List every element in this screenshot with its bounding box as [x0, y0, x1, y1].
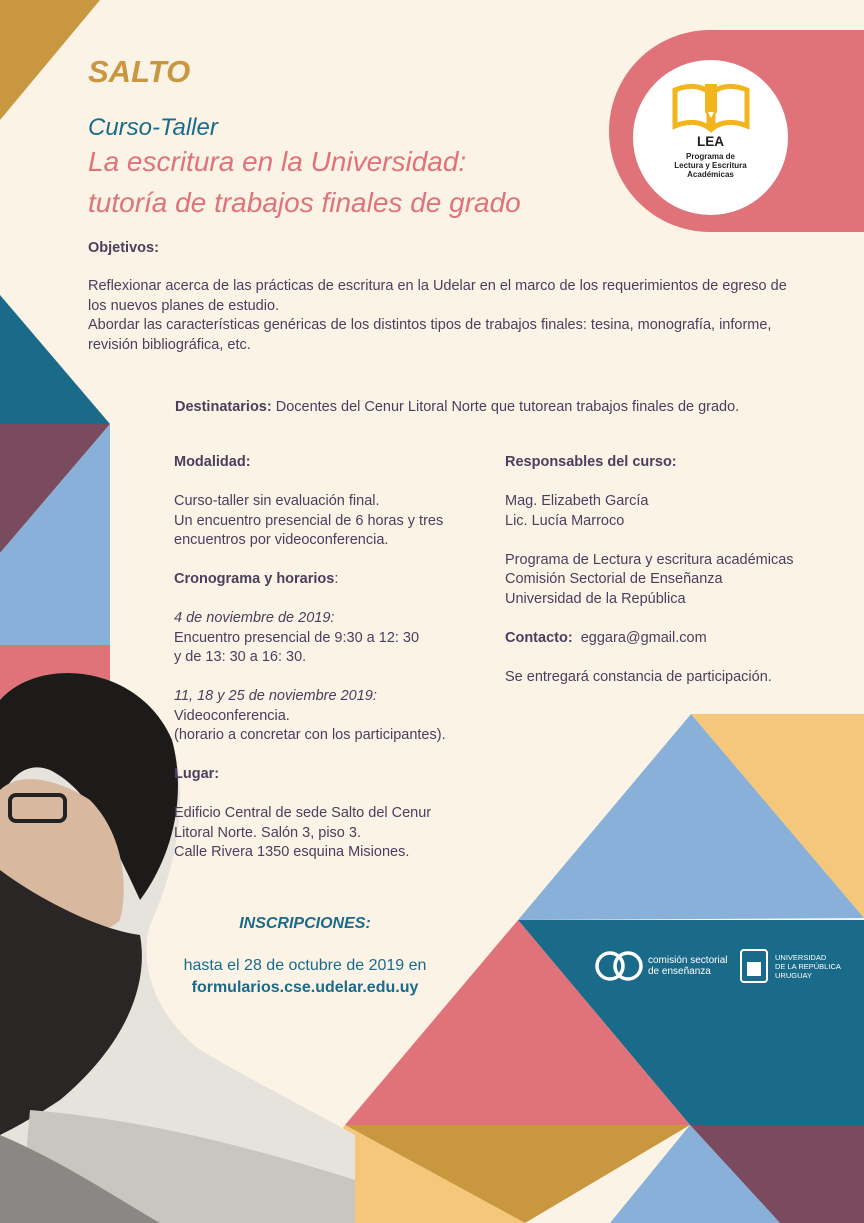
right-column: [505, 453, 845, 687]
cse-line1: comisión sectorial: [648, 955, 728, 966]
lugar-line3: Calle Rivera 1350 esquina Misiones.: [174, 844, 410, 860]
udelar-line1: UNIVERSIDAD: [775, 953, 827, 962]
gold-corner-triangle: [0, 0, 100, 120]
lea-badge: [633, 60, 788, 215]
constancia-note: Se entregará constancia de participación.: [505, 668, 772, 685]
udelar-line3: URUGUAY: [775, 971, 812, 980]
responsables-org1: Programa de Lectura y escritura académicas: [505, 551, 794, 568]
course-title-line1: La escritura en la Universidad:: [88, 146, 467, 177]
lea-subtitle-line1: Programa de: [686, 152, 735, 161]
cronograma-date1: 4 de noviembre de 2019:: [174, 610, 335, 626]
lugar-line2: Litoral Norte. Salón 3, piso 3.: [174, 824, 361, 841]
left-column: [174, 453, 494, 863]
contacto-label: Contacto:: [505, 629, 573, 646]
objetivos-p2-line2: revisión bibliográfica, etc.: [88, 336, 251, 353]
inscripciones-deadline: hasta el 28 de octubre de 2019 en: [183, 957, 427, 974]
objetivos-p1-line2: los nuevos planes de estudio.: [88, 297, 280, 314]
cronograma-colon: :: [334, 571, 339, 587]
responsable-1: Mag. Elizabeth García: [505, 493, 649, 509]
inscripciones-url[interactable]: formularios.cse.udelar.edu.uy: [191, 979, 419, 996]
modalidad-line3: encuentros por videoconferencia.: [174, 532, 389, 548]
responsable-2: Lic. Lucía Marroco: [505, 512, 625, 529]
lugar-line1: Edificio Central de sede Salto del Cenur: [174, 805, 432, 821]
course-title-line2: tutoría de trabajos finales de grado: [88, 187, 521, 218]
modalidad-line2: Un encuentro presencial de 6 horas y tres: [174, 512, 444, 529]
lugar-heading: Lugar:: [174, 766, 220, 782]
responsables-heading: Responsables del curso:: [505, 454, 677, 470]
destinatarios-label: Destinatarios:: [175, 399, 272, 415]
lea-name: LEA: [697, 134, 724, 149]
responsables-org2: Comisión Sectorial de Enseñanza: [505, 571, 723, 587]
city-label: SALTO: [88, 54, 191, 89]
cronograma-date1-line2: y de 13: 30 a 16: 30.: [174, 649, 307, 665]
modalidad-line1: Curso-taller sin evaluación final.: [174, 493, 380, 509]
objetivos-p2-line1: Abordar las características genéricas de los distintos tipos de trabajos finales: tesina, monografía, informe,: [88, 317, 772, 333]
cronograma-date1-line1: Encuentro presencial de 9:30 a 12: 30: [174, 629, 420, 646]
cronograma-date2: 11, 18 y 25 de noviembre 2019:: [174, 688, 377, 704]
modalidad-heading: Modalidad:: [174, 454, 251, 470]
udelar-logo-text: [775, 953, 841, 980]
contacto: [505, 629, 845, 649]
course-type: Curso-Taller: [88, 114, 218, 141]
cronograma-date2-line2: (horario a concretar con los participantes).: [174, 727, 446, 743]
inscripciones-heading: INSCRIPCIONES:: [239, 915, 371, 932]
responsables-org3: Universidad de la República: [505, 590, 686, 607]
objetivos-text: [88, 277, 838, 355]
contacto-email[interactable]: eggara@gmail.com: [580, 629, 707, 646]
cse-line2: de enseñanza: [648, 965, 711, 977]
lea-book-icon: [671, 76, 751, 136]
cronograma-date2-line1: Videoconferencia.: [174, 707, 290, 724]
udelar-line2: DE LA REPÚBLICA: [775, 962, 841, 971]
cse-logo-text: [648, 956, 727, 977]
lea-subtitle-line2: Lectura y Escritura: [674, 161, 747, 170]
cronograma-heading: Cronograma y horarios: [174, 571, 335, 587]
objetivos-heading: Objetivos:: [88, 240, 159, 256]
lea-subtitle: [633, 152, 788, 179]
destinatarios-text: Docentes del Cenur Litoral Norte que tutorean trabajos finales de grado.: [275, 399, 740, 415]
lea-subtitle-line3: Académicas: [687, 170, 734, 179]
objetivos-p1-line1: Reflexionar acerca de las prácticas de escritura en la Udelar en el marco de los requerimientos de egreso de: [88, 278, 787, 294]
destinatarios: [175, 398, 739, 418]
